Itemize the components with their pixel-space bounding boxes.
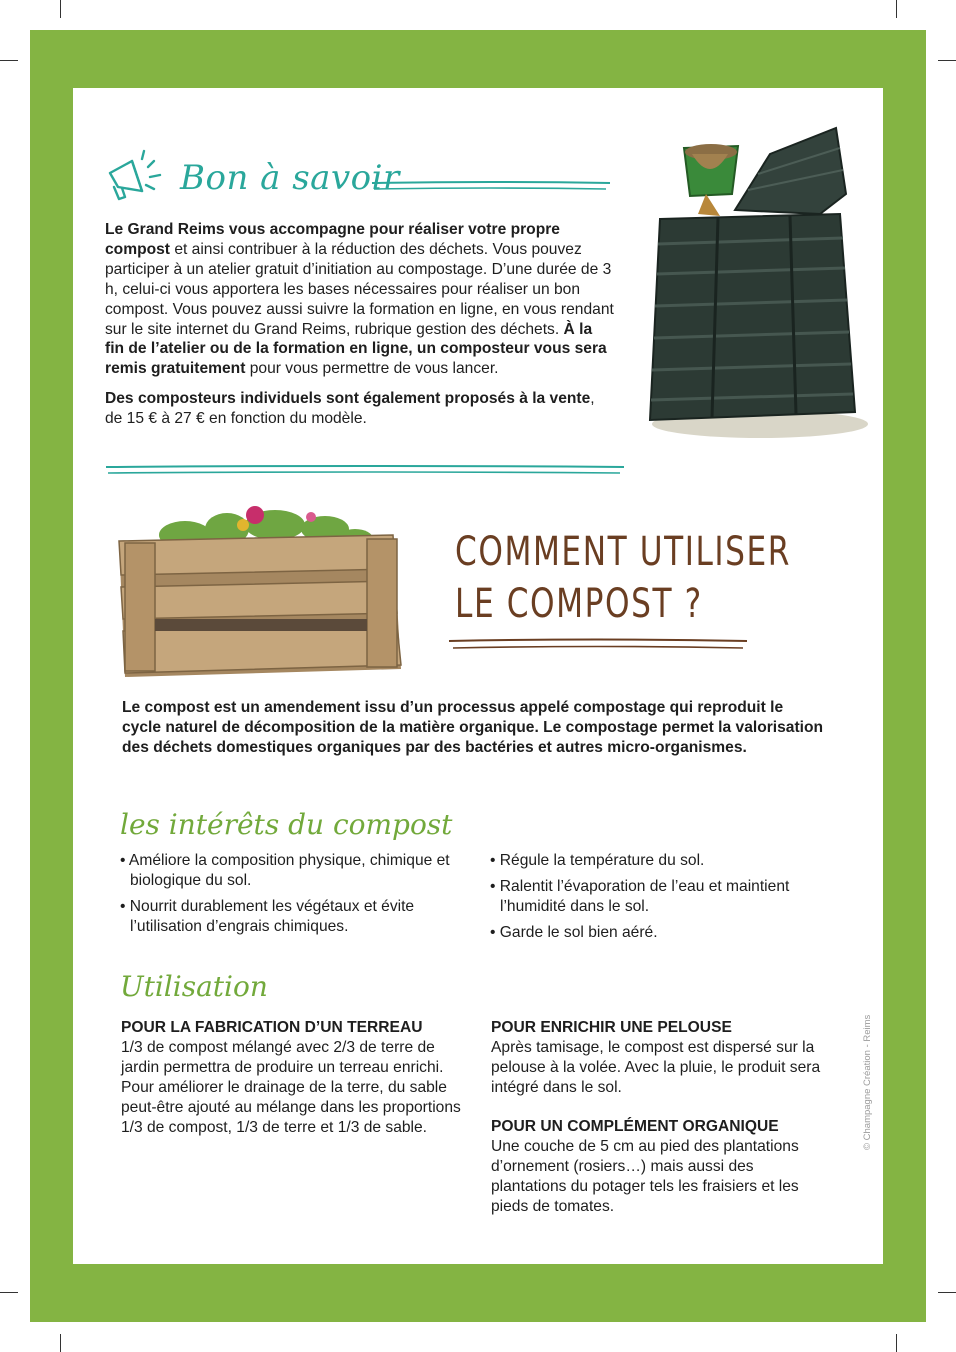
title-line: LE COMPOST ?: [455, 581, 703, 627]
list-item: • Ralentit l’évaporation de l’eau et maintient l’humidité dans le sol.: [490, 878, 790, 915]
interets-heading: les intérêts du compost: [120, 808, 453, 841]
composter-image: [640, 124, 870, 444]
bon-a-savoir-text: [105, 220, 615, 429]
terreau-block: [121, 1018, 461, 1137]
utilisation-heading: Utilisation: [120, 970, 268, 1003]
interets-right-list: [490, 851, 800, 949]
section-rule: [104, 464, 626, 476]
pelouse-block: [491, 1018, 821, 1098]
list-item: • Régule la température du sol.: [490, 852, 705, 869]
terreau-title: POUR LA FABRICATION D’UN TERREAU: [121, 1019, 423, 1036]
compost-intro: Le compost est un amendement issu d’un processus appelé compostage qui reproduit le cycle naturel de décomposition de la matière organique. Le compostage permet la valorisation des déchets domestiques organiques par des bactéries et autres micro-organismes.: [122, 699, 824, 756]
crop-mark: [896, 1334, 897, 1352]
heading-rule: [370, 180, 612, 192]
complement-block: [491, 1117, 826, 1217]
complement-text: Une couche de 5 cm au pied des plantations d’ornement (rosiers…) mais aussi des plantations du potager tels les fraisiers et les pieds de tomates.: [491, 1137, 799, 1215]
terreau-text: 1/3 de compost mélangé avec 2/3 de terre de jardin permettra de produire un terreau enrichi. Pour améliorer le drainage de la terre, du sable peut-être ajouté au mélange dans les proportions 1/3 de compost, 1/3 de terre et 1/3 de sable.: [121, 1038, 461, 1136]
interets-left-list: [120, 851, 465, 943]
complement-title: POUR UN COMPLÉMENT ORGANIQUE: [491, 1118, 779, 1135]
crop-mark: [0, 1292, 18, 1293]
title-line: COMMENT UTILISER: [455, 529, 792, 575]
crop-mark: [896, 0, 897, 18]
bon-a-savoir-heading: Bon à savoir: [180, 158, 400, 198]
paragraph-text: pour vous permettre de vous lancer.: [245, 360, 499, 378]
list-item: • Garde le sol bien aéré.: [490, 924, 658, 941]
pelouse-title: POUR ENRICHIR UNE PELOUSE: [491, 1019, 732, 1036]
megaphone-icon: [102, 147, 168, 205]
crop-mark: [0, 60, 18, 61]
highlight-text: Des composteurs individuels sont également proposés à la vente: [105, 390, 591, 408]
highlight-text: À la fin de l’atelier ou de la formation en ligne, un composteur vous sera remis gratuitement: [105, 320, 607, 378]
comment-utiliser-title: [455, 526, 791, 630]
list-item: • Améliore la composition physique, chimique et biologique du sol.: [120, 852, 450, 889]
paragraph-text: et ainsi contribuer à la réduction des déchets. Vous pouvez participer à un atelier gratuit d’initiation au compostage. D’une durée de 3 h, celui-ci vous apportera les bases nécessaires pour réaliser un bon compost. Vous pouvez aussi suivre la formation en ligne, en vous rendant sur le site internet du Grand Reims, rubrique gestion des déchets.: [105, 240, 614, 338]
highlight-text: Le Grand Reims vous accompagne pour réaliser votre propre compost: [105, 221, 560, 258]
paragraph-text: , de 15 € à 27 € en fonction du modèle.: [105, 390, 595, 428]
list-item: • Nourrit durablement les végétaux et évite l’utilisation d’engrais chimiques.: [120, 898, 415, 935]
crop-mark: [938, 60, 956, 61]
crop-mark: [60, 1334, 61, 1352]
title-rule: [447, 637, 749, 653]
crop-mark: [60, 0, 61, 18]
wooden-crate-image: [115, 495, 405, 685]
crop-mark: [938, 1292, 956, 1293]
pelouse-text: Après tamisage, le compost est dispersé sur la pelouse à la volée. Avec la pluie, le produit sera intégré dans le sol.: [491, 1038, 821, 1096]
photo-credit: © Champagne Création - Reims: [862, 1014, 873, 1150]
